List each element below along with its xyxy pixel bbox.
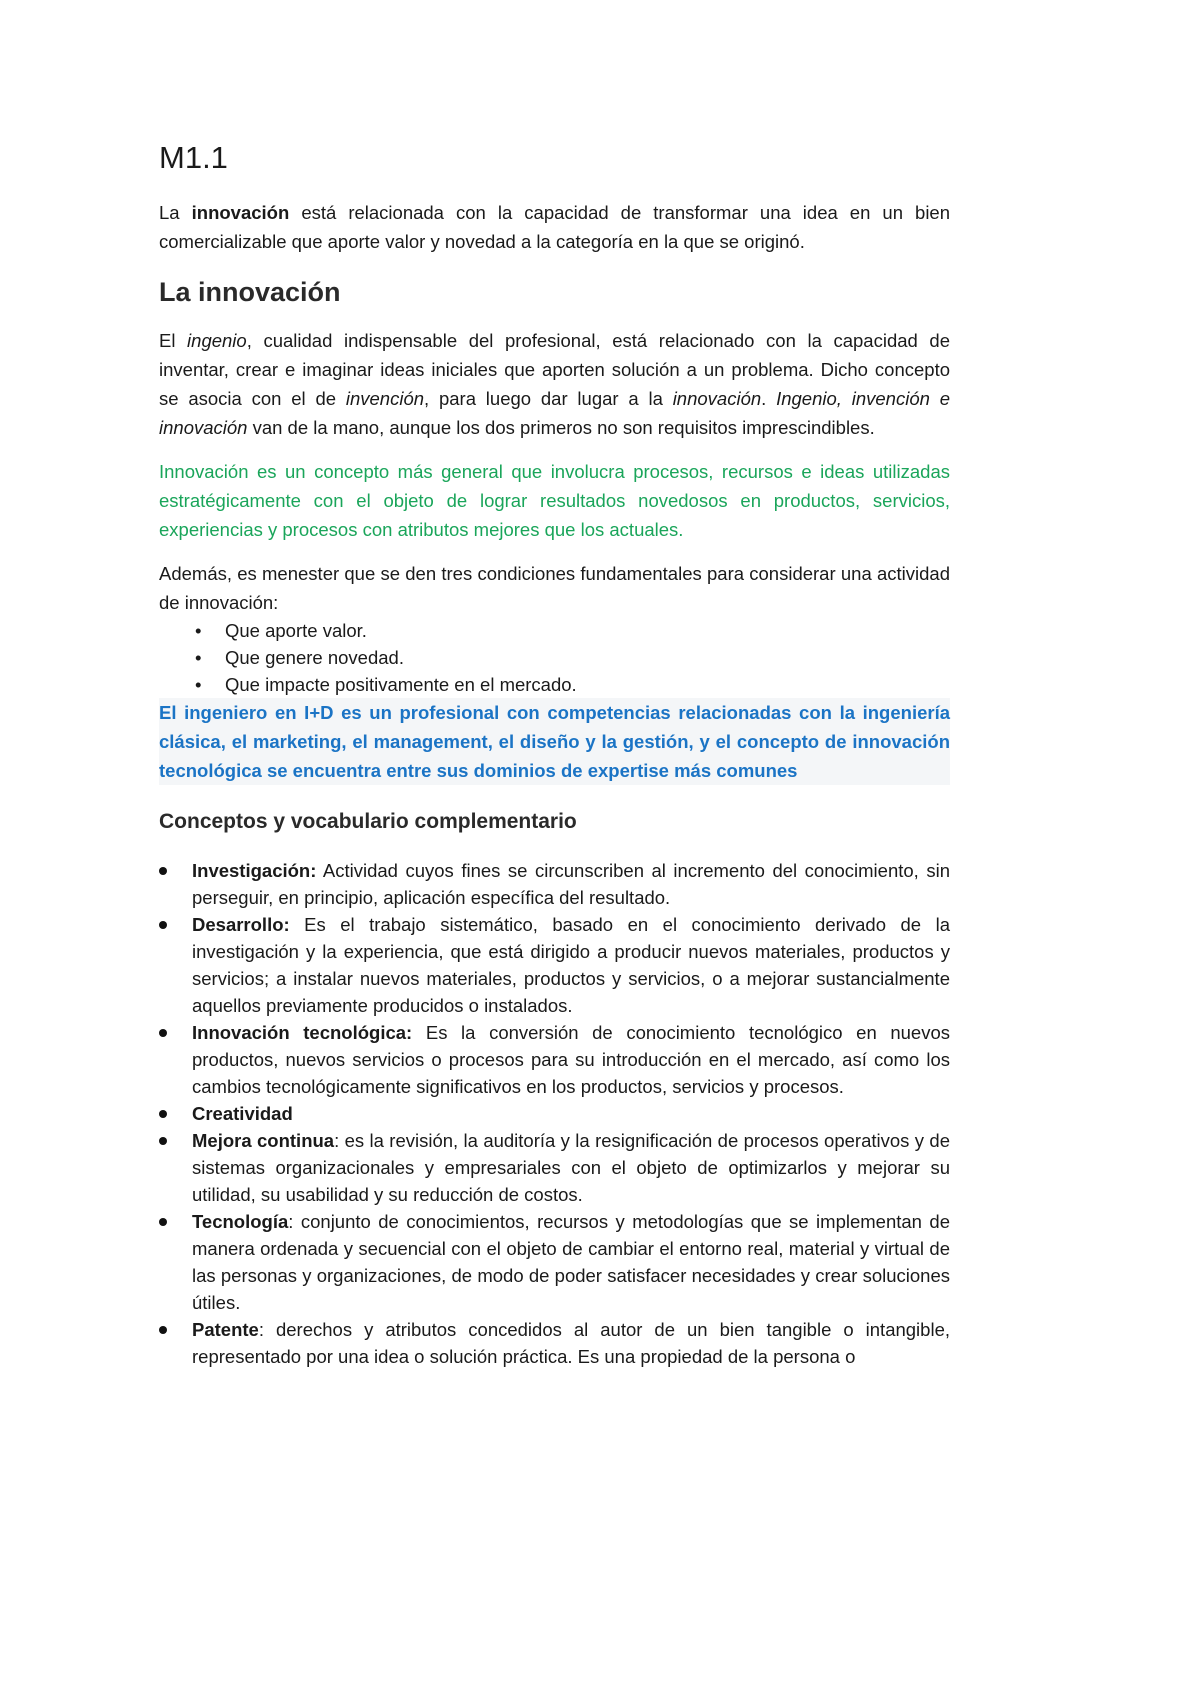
vocab-definition: : conjunto de conocimientos, recursos y metodologías que se implementan de manera ordenada y secuencial con el objeto de cambiar el entorno real, material y virtual de las personas y organizaciones, de modo de poder satisfacer necesidades y crear soluciones útiles.: [192, 1211, 950, 1313]
para-text: , cualidad indispensable del profesional, está relacionado con la capacidad de inventar, crear e imaginar ideas iniciales que aporten solución a un problema. Dicho concepto se asocia con el de: [159, 330, 950, 409]
bullet-icon: [159, 1218, 167, 1226]
list-item: [195, 671, 950, 698]
para-italic: invención: [345, 388, 425, 409]
vocab-list: [159, 857, 950, 1370]
bullet-icon: •: [195, 674, 202, 695]
vocab-item: [159, 857, 950, 911]
vocab-item: [159, 1316, 950, 1370]
bullet-icon: [159, 921, 167, 929]
bullet-icon: •: [195, 620, 202, 641]
vocab-item: [159, 1208, 950, 1316]
vocab-term: Desarrollo:: [192, 914, 290, 935]
vocab-term: Creatividad: [192, 1103, 293, 1124]
conditions-intro: Además, es menester que se den tres condiciones fundamentales para considerar una actividad de innovación:: [159, 563, 950, 613]
para-italic: ingenio: [187, 330, 247, 351]
list-item: [195, 644, 950, 671]
heading-vocabulario: Conceptos y vocabulario complementario: [159, 810, 577, 833]
para-italic: Ingenio, invención e innovación: [159, 388, 950, 438]
vocab-definition: : derechos y atributos concedidos al autor de un bien tangible o intangible, representado por una idea o solución práctica. Es una propiedad de la persona o: [192, 1319, 950, 1367]
vocab-definition: Es la conversión de conocimiento tecnológico en nuevos productos, nuevos servicios o procesos para su introducción en el mercado, así como los cambios tecnológicamente significativos en los productos, servicios y procesos.: [192, 1022, 951, 1097]
bullet-icon: [159, 867, 167, 875]
blue-highlight-paragraph: El ingeniero en I+D es un profesional con competencias relacionadas con la ingeniería clásica, el marketing, el management, el diseño y la gestión, y el concepto de innovación tecnológica se encuentra entre sus dominios de expertise más comunes: [159, 698, 950, 785]
vocab-term: Patente: [192, 1319, 259, 1340]
list-item-text: Que genere novedad.: [225, 647, 404, 668]
bullet-icon: [159, 1137, 167, 1145]
intro-bold-term: innovación: [191, 202, 290, 223]
list-item-text: Que impacte positivamente en el mercado.: [225, 674, 577, 695]
bullet-icon: [159, 1029, 167, 1037]
vocab-definition: : es la revisión, la auditoría y la resignificación de procesos operativos y de sistemas organizacionales y empresariales con el objeto de optimizarlos y mejorar su utilidad, su usabilidad y su reducción de costos.: [192, 1130, 950, 1205]
para-text: , para luego dar lugar a la: [424, 388, 673, 409]
vocab-definition: Actividad cuyos fines se circunscriben al incremento del conocimiento, sin perseguir, en principio, aplicación específica del resultado.: [192, 860, 950, 908]
conditions-list: [159, 617, 950, 698]
para-text: van de la mano, aunque los dos primeros no son requisitos imprescindibles.: [247, 417, 875, 438]
vocab-definition: Es el trabajo sistemático, basado en el conocimiento derivado de la investigación y la experiencia, que está dirigido a producir nuevos materiales, productos y servicios; a instalar nuevos materiales, productos y servicios, o a mejorar sustancialmente aquellos previamente producidos o instalados.: [192, 914, 950, 1016]
vocab-item: [159, 1019, 950, 1100]
document-body: [159, 138, 950, 1370]
vocab-term: Mejora continua: [192, 1130, 335, 1151]
vocab-item: [159, 1100, 950, 1127]
intro-text-rest: está relacionada con la capacidad de transformar una idea en un bien comercializable que aporte valor y novedad a la categoría en la que se originó.: [159, 202, 951, 252]
vocab-term: Investigación:: [192, 860, 317, 881]
intro-text: La: [159, 202, 192, 223]
intro-paragraph: [159, 198, 950, 256]
vocab-term: Tecnología: [192, 1211, 289, 1232]
ingenio-paragraph: [159, 326, 950, 442]
vocab-item: [159, 1127, 950, 1208]
list-item-text: Que aporte valor.: [225, 620, 367, 641]
bullet-icon: [159, 1326, 167, 1334]
vocab-term: Innovación tecnológica:: [192, 1022, 413, 1043]
vocab-item: [159, 911, 950, 1019]
green-highlight-paragraph: Innovación es un concepto más general que involucra procesos, recursos e ideas utilizadas estratégicamente con el objeto de lograr resultados novedosos en productos, servicios, experiencias y procesos con atributos mejores que los actuales.: [159, 461, 950, 540]
bullet-icon: •: [195, 647, 202, 668]
para-italic: innovación: [672, 388, 762, 409]
para-text: .: [761, 388, 777, 409]
para-text: El: [159, 330, 188, 351]
bullet-icon: [159, 1110, 167, 1118]
list-item: [195, 617, 950, 644]
heading-innovacion: La innovación: [159, 277, 341, 307]
document-title: M1.1: [159, 140, 228, 175]
